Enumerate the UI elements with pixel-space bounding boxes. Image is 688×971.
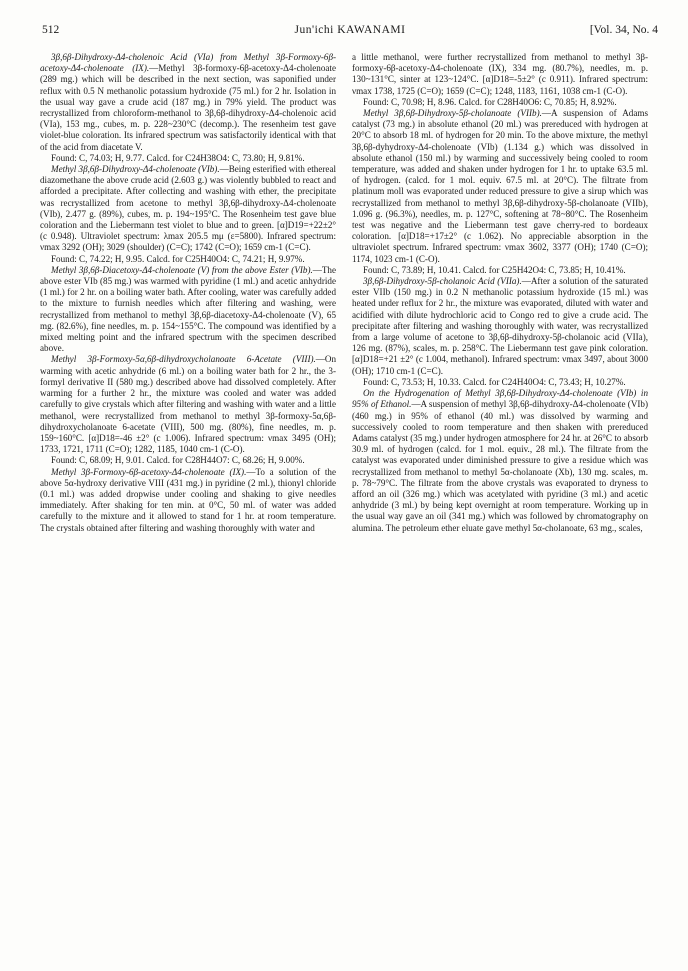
- section-title: On the Hydrogenation of Methyl 3β,6β-Dihydroxy-Δ4-cholenoate (VIb) in 95% of Ethanol.: [352, 388, 648, 410]
- paragraph-body: Found: C, 73.53; H, 10.33. Calcd. for C24H40O4: C, 73.43; H, 10.27%.: [363, 376, 626, 387]
- page-header: [42, 24, 658, 42]
- right-column: [352, 52, 648, 534]
- paragraph: [40, 164, 336, 254]
- paragraph: [352, 52, 648, 97]
- paragraph-body: —To a solution of the above 5α-hydroxy derivative VIII (431 mg.) in pyridine (2 ml.), thionyl chloride (0.1 ml.) was added dropwise under cooling and shaking to give needles immediately. After shaking for ten min. at 0°C, 50 ml. of water was added carefully to the mixture and it allowed to stand for 1 hr. at room temperature. The crystals obtained after filtering and washing thoroughly with water and: [40, 466, 336, 533]
- left-column: [40, 52, 336, 534]
- section-title: Methyl 3β,6β-Diacetoxy-Δ4-cholenoate (V) from the above Ester (VIb).: [51, 264, 313, 275]
- paragraph-body: —Methyl 3β-formoxy-6β-acetoxy-Δ4-cholenoate (289 mg.) which will be described in the next section, was saponified under reflux with 0.5 N methanolic potassium hydroxide (75 ml.) for 2 hr. Isolation in the usual way gave a crude acid (187 mg.) in 79% yield. The product was recrystallized from chloroform-methanol to 3β,6β-dihydroxy-Δ4-cholenoic acid (VIa), 153 mg., cubes, m. p. 228~230°C (decomp.). The resenheim test gave violet-blue coloration. Its infrared spectrum was satisfactorily identical with that of the acid from diacetate V.: [40, 63, 336, 152]
- section-title: Methyl 3β-Formoxy-6β-acetoxy-Δ4-cholenoate (IX).: [51, 466, 247, 477]
- section-title: 3β,6β-Dihydroxy-Δ4-cholenoic Acid (VIa) from Methyl 3β-Formoxy-6β-acetoxy-Δ4-cholenoate (IX).: [40, 52, 336, 74]
- paragraph-body: Found: C, 74.03; H, 9.77. Calcd. for C24H38O4: C, 73.80; H, 9.81%.: [51, 152, 305, 163]
- paragraph-body: Found: C, 68.09; H, 9.01. Calcd. for C28H44O7: C, 68.26; H, 9.00%.: [51, 455, 305, 466]
- paragraph-body: —After a solution of the saturated ester VIIb (150 mg.) in 0.2 N methanolic potassium hydroxide (15 ml.) was heated under reflux for 2 hr., the mixture was evaporated, diluted with water and acidified with dilute hydrochloric acid to Congo red to give a crude acid. The precipitate after filtering and washing thoroughly with water, was recrystallized from a large volume of acetone to 3β,6β-dihydroxy-5β-cholanoic acid (VIIa), 126 mg. (87%), scales, m. p. 258°C. The Liebermann test gave pink coloration. [α]D18=+21 ±2° (c 1.004, methanol). Infrared spectrum: νmax 3497, about 3000 (OH); 1710 cm-1 (C=C).: [352, 276, 648, 376]
- paragraph-body: —Being esterified with ethereal diazomethane the above crude acid (2.603 g.) was violently bubbled to react and afforded a precipitate. After collecting and washing with ether, the precipitate was recrystallized from acetone to methyl 3β,6β-dihydroxy-Δ4-cholenoate (VIb), 2.477 g. (89%), cubes, m. p. 194~195°C. The Rosenheim test gave blue coloration and the Liebermann test violet to blue and to green. [α]D19=+22±2° (c 0.948). Ultraviolet spectrum: λmax 205.5 mμ (ε=5800). Infrared spectrum: νmax 3292 (OH); 3029 (shoulder) (C=C); 1742 (C=O); 1659 cm-1 (C=C).: [40, 164, 337, 253]
- paragraph: [40, 52, 336, 153]
- paragraph-body: a little methanol, were further recrystallized from methanol to methyl 3β-formoxy-6β-acetoxy-Δ4-cholenoate (IX), 334 mg. (80.7%), needles, m. p. 130~131°C, sinter at 123~124°C. [α]D18=-5±2° (c 0.911). Infrared spectrum: νmax 1738, 1725 (C=O); 1659 (C=C); 1248, 1183, 1161, 1038 cm-1 (C-O).: [352, 52, 648, 96]
- page-number: 512: [42, 24, 60, 36]
- paragraph: [352, 108, 648, 265]
- paragraph: [40, 354, 336, 455]
- paragraph: [40, 467, 336, 534]
- paragraph-body: —On warming with acetic anhydride (6 ml.) on a boiling water bath for 2 hr., the 3-formyl derivative II (580 mg.) described above had dissolved completely. After warming for a further 2 hr., the mixture was cooled and water was added carefully to give crystals which after filtering and washing with water and a little methanol, were recrystallized from methanol to methyl 3β-formoxy-5α,6β-dihydroxycholanoate 6-acetate (VIII), 500 mg. (80%), fine needles, m. p. 159~160°C. [α]D18=-46 ±2° (c 1.006). Infrared spectrum: νmax 3495 (OH); 1733, 1721, 1711 (C=O); 1282, 1185, 1040 cm-1 (C-O).: [40, 354, 336, 455]
- paragraph-body: —The above ester VIb (85 mg.) was warmed with pyridine (1 ml.) and acetic anhydride (1 ml.) for 2 hr. on a boiling water bath. After cooling, water was carefully added to the mixture to furnish needles which after filtering and washing, were recrystallized from methanol to methyl 3β,6β-diacetoxy-Δ4-cholenoate (V), 65 mg. (82.6%), fine needles, m. p. 154~155°C. The compound was identified by a mixed melting point and the infrared spectrum with the specimen described above.: [40, 264, 336, 354]
- analysis-result: [352, 377, 648, 388]
- section-title: Methyl 3β-Formoxy-5α,6β-dihydroxycholanoate 6-Acetate (VIII).: [51, 354, 316, 365]
- running-author: Jun'ichi KAWANAMI: [294, 24, 406, 36]
- section-title: Methyl 3β,6β-Dihydroxy-5β-cholanoate (VIIb).: [363, 108, 542, 119]
- analysis-result: [40, 455, 336, 466]
- section-title: 3β,6β-Dihydroxy-5β-cholanoic Acid (VIIa).: [363, 276, 522, 287]
- section-title: Methyl 3β,6β-Dihydroxy-Δ4-cholenoate (VIb).: [51, 164, 220, 175]
- analysis-result: [40, 254, 336, 265]
- volume-info: [Vol. 34, No. 4: [589, 24, 658, 36]
- paragraph-body: —A suspension of Adams catalyst (73 mg.) in absolute ethanol (20 ml.) was prereduced with hydrogen at 20°C to absorb 18 ml. of hydrogen for 20 min. To the above mixture, the methyl 3β,6β-dyhydroxy-Δ4-cholenoate (VIb) (1.134 g.) which was dissolved in absolute ethanol (150 ml.) by warming and successively being cooled to room temperature, was added and shaken under hydrogen for 1 hr. to uptake 63.5 ml. of hydrogen. (calcd. for 1 mol. equiv. 67.5 ml. at 20°C). The filtrate from platinum moll was evaporated under reduced pressure to give a sirup which was recrystallized from methanol to methyl 3β,6β-dihydroxy-5β-cholanoate (VIIb), 1.096 g. (96.3%), needles, m. p. 127°C, softening at 78~80°C. The Rosenheim test was negative and the Liebermann test gave cherry-red to bordeaux coloration. [α]D18=+17±2° (c 1.062). No appreciable absorption in the ultraviolet spectrum. Infrared spectrum: νmax 3602, 3377 (OH); 1740 (C=O); 1174, 1023 cm-1 (C-O).: [352, 108, 648, 264]
- analysis-result: [352, 265, 648, 276]
- paragraph: [40, 265, 336, 355]
- analysis-result: [40, 153, 336, 164]
- paragraph-body: Found: C, 73.89; H, 10.41. Calcd. for C25H42O4: C, 73.85; H, 10.41%.: [363, 264, 626, 275]
- paragraph-body: Found: C, 74.22; H, 9.95. Calcd. for C25H40O4: C, 74.21; H, 9.97%.: [51, 253, 305, 264]
- paragraph-body: —A suspension of methyl 3β,6β-dihydroxy-Δ4-cholenoate (VIb) (460 mg.) in 95% of ethanol (40 ml.) was dissolved by warming and successively cooled to room temperature and then shaken with prereduced Adams catalyst (35 mg.) under hydrogen atmosphere for 24 hr. at 26°C to absorb 30.9 ml. of hydrogen (calcd. for 1 mol. equiv., 28 ml.). The filtrate from the catalyst was evaporated under diminished pressure to give a residue which was recrystallized from methanol to methyl 5α-cholanoate (Xb), 130 mg. scales, m. p. 78~79°C. The filtrate from the above crystals was evaporated to dryness to afford an oil (326 mg.) which was acetylated with pyridine (3 ml.) and acetic anhydride (3 ml.) by being kept overnight at room temperature. Working up in the usual way gave an oil (341 mg.) which was followed by chromatography on alumina. The petroleum ether eluate gave methyl 5α-cholanoate, 63 mg., scales,: [352, 399, 649, 533]
- paragraph-body: Found: C, 70.98; H, 8.96. Calcd. for C28H40O6: C, 70.85; H, 8.92%.: [363, 96, 617, 107]
- paragraph: [352, 388, 648, 534]
- analysis-result: [352, 97, 648, 108]
- paragraph: [352, 276, 648, 377]
